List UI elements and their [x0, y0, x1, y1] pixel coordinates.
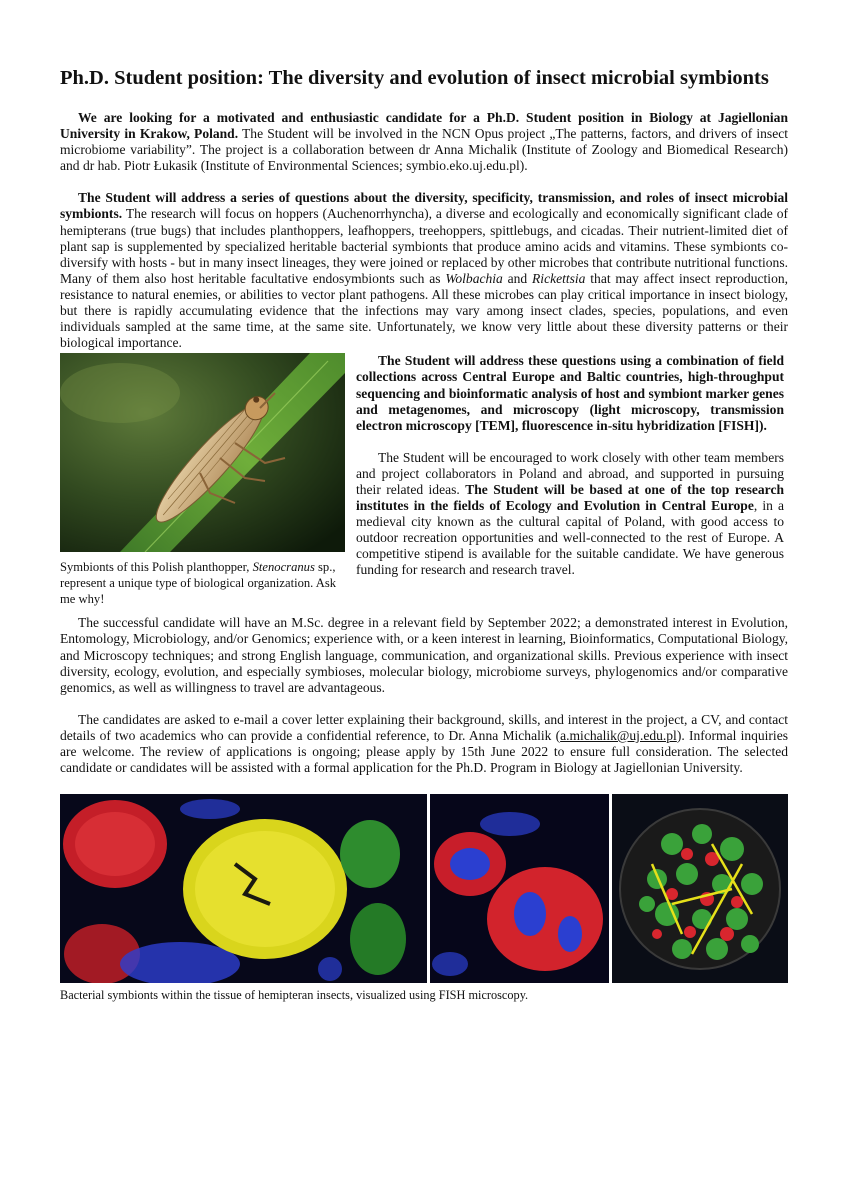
intro-text: The Student will be involved in the NCN Opus project „The patterns, factors, and drivers of insect microbiome variability”. The project is a collaboration between dr Anna Michalik (Institute of Zoology and Biomedical Research) and dr hab. Piotr Łukasik (Institute of Environmental Sciences; symbio.eko.uj.edu.pl). [60, 126, 788, 174]
photo-section [60, 353, 788, 615]
research-italic-wolbachia: Wolbachia [445, 270, 503, 286]
paragraph-requirements: The successful candidate will have an M.Sc. degree in a relevant field by September 2022; a demonstrated interest in Evolution, Entomology, Microbiology, and/or Genomics; experience with, or a keen interest in learning, Bioinformatics, Computational Biology, and Microscopy techniques; and strong English language, communication, and organizational skills. Previous experience with insect diversity, ecology, evolution, and especially symbioses, molecular biology, microbiome surveys, phylogenomics and/or comparative genomics, as well as willingness to travel are advantageous. [60, 615, 788, 695]
paragraph-methods [356, 353, 784, 433]
paragraph-environment [356, 450, 784, 579]
paragraph-research [60, 190, 788, 351]
research-bold: The Student will address a series of questions about the diversity, specificity, transmission, and roles of insect microbial symbionts. [60, 190, 788, 222]
methods-bold: The Student will address these questions using a combination of field collections across Central Europe and Baltic countries, high-throughput sequencing and bioinformatic analysis of host and symbiont marker genes and metagenomes, and microscopy (light microscopy, transmission electron microscopy [TEM], fluorescence in-situ hybridization [FISH]). [356, 353, 784, 433]
planthopper-photo [60, 353, 345, 552]
environment-text-a: The Student will be encouraged to work closely with other team members and project collaborators in Poland and abroad, and supported in pursuing their related ideas. [356, 449, 784, 497]
research-italic-rickettsia: Rickettsia [532, 270, 586, 286]
photo-caption [60, 559, 350, 607]
photo-caption-text-a: Symbionts of this Polish planthopper, [60, 560, 253, 575]
environment-text-b: , in a medieval city known as the cultural capital of Poland, with good access to outdoor recreation opportunities and well-connected to the rest of Europe. A competitive stipend is available for the suitable candidate. We have generous funding for research and research travel. [356, 498, 784, 578]
fish-image-1 [60, 794, 427, 983]
intro-bold: We are looking for a motivated and enthusiastic candidate for a Ph.D. Student position in Biology at Jagiellonian University in Krakow, Poland. [60, 110, 788, 142]
paragraph-application [60, 712, 788, 776]
fish-image-3 [612, 794, 788, 983]
contact-email-link[interactable]: a.michalik@uj.edu.pl [560, 727, 677, 743]
application-text-a: The candidates are asked to e-mail a cover letter explaining their background, skills, and interest in the project, a CV, and contact details of two academics who can provide a confidential reference, to Dr. Anna Michalik ( [60, 711, 788, 743]
fish-image-2 [430, 794, 609, 983]
environment-bold: The Student will be based at one of the top research institutes in the fields of Ecology and Evolution in Central Europe [356, 481, 785, 514]
fish-microscopy-figures [60, 794, 788, 983]
research-text-a: The research will focus on hoppers (Auchenorrhyncha), a diverse and ecologically and economically significant clade of hemipterans (true bugs) that includes planthoppers, leafhoppers, treehoppers, spittlebugs, and cicadas. Their nutrient-limited diet of plant sap is supplemented by specialized heritable bacterial symbionts that produce amino acids and vitamins. These symbionts co-diversify with hosts - but in many insect lineages, they were joined or replaced by other microbes that contribute nutritional functions. Many of them also host heritable facultative endosymbionts such as [60, 206, 788, 286]
photo-caption-text-b: sp., represent a unique type of biological organization. Ask me why! [60, 560, 337, 607]
paragraph-intro [60, 110, 788, 174]
document-page [60, 66, 788, 1003]
research-text-c: that may affect insect reproduction, resistance to natural enemies, or abilities to vector plant pathogens. All these microbes can play critical importance in insect biology, but there is rapidly accumulating evidence that the infections may vary among insect clades, species, populations, and even individuals sampled at the same time, at the same site. Unfortunately, we know very little about these diversity patterns or their biological importance. [60, 270, 789, 351]
figure-caption: Bacterial symbionts within the tissue of hemipteran insects, visualized using FISH microscopy. [60, 988, 529, 1003]
photo-caption-italic: Stenocranus [252, 560, 315, 575]
right-column [356, 353, 784, 578]
page-title: Ph.D. Student position: The diversity and evolution of insect microbial symbionts [60, 67, 769, 89]
research-text-b: and [502, 270, 533, 286]
application-text-b: ). Informal inquiries are welcome. The review of applications is ongoing; please apply by 15th June 2022 to ensure full consideration. The selected candidate or candidates will be assisted with a formal application for the Ph.D. Program in Biology at Jagiellonian University. [60, 727, 788, 776]
